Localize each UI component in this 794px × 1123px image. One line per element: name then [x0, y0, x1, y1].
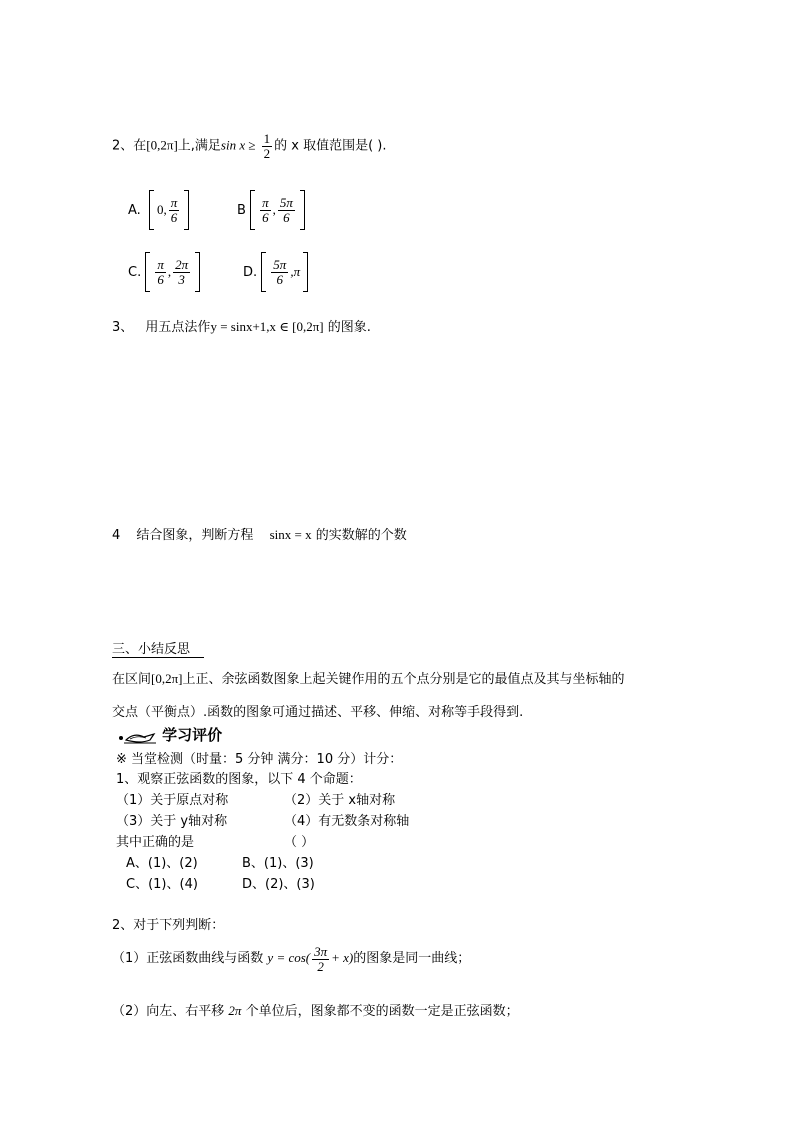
- question-2: [112, 132, 387, 160]
- prop-4: （4）有无数条对称轴: [284, 814, 410, 829]
- q2-text-a: 在: [133, 138, 147, 154]
- prop-1: （1）关于原点对称: [116, 793, 229, 808]
- option-a-interval: 0, $\frac{\pi}{6}$: [149, 190, 189, 230]
- j1-formula: y = cos( $\frac{3\pi}{2}$ + x): [267, 944, 354, 974]
- q3-text-b: 的图象.: [327, 320, 371, 335]
- q2-text-b: 上,满足: [177, 138, 221, 154]
- evaluation-title: 学习评价: [162, 726, 223, 744]
- answer-blank[interactable]: （ ）: [284, 835, 315, 850]
- evaluation-title-row: [116, 724, 222, 746]
- option-a[interactable]: [128, 190, 189, 230]
- q2-text-c: 的 x 取值范围是( ).: [274, 138, 387, 154]
- question-3: [112, 316, 371, 335]
- option-c-label: C.: [128, 264, 142, 280]
- option-c[interactable]: [128, 252, 200, 292]
- section-heading: 三、小结反思: [112, 638, 204, 658]
- choice-b[interactable]: B、(1)、(3): [242, 856, 314, 871]
- choice-a[interactable]: A、(1)、(2): [126, 856, 198, 871]
- q4-number: 4: [112, 528, 121, 543]
- summary-interval: [0,2π]: [151, 671, 183, 686]
- q3-text-a: 用五点法作: [145, 320, 211, 335]
- option-d-label: D.: [243, 264, 258, 280]
- option-b-interval: $\frac{\pi}{6}$ , $\frac{5\pi}{6}$: [250, 190, 305, 230]
- option-a-label: A.: [128, 202, 141, 218]
- correct-label: 其中正确的是: [116, 835, 195, 850]
- eval-q2: 2、对于下列判断：: [112, 918, 225, 933]
- option-d-interval: $\frac{5\pi}{6}$ ,π: [261, 252, 308, 292]
- q4-text-b: 的实数解的个数: [315, 528, 407, 543]
- option-b[interactable]: [237, 190, 305, 230]
- q3-formula: y = sinx+1,x ∈ [0,2π]: [210, 319, 324, 334]
- prop-2: （2）关于 x轴对称: [284, 793, 396, 808]
- choice-d[interactable]: D、(2)、(3): [242, 877, 315, 892]
- q2-number: 2、: [112, 138, 134, 154]
- q3-number: 3、: [112, 320, 134, 335]
- eval-q1: 1、观察正弦函数的图象，以下 4 个命题：: [116, 772, 362, 787]
- question-4: [112, 524, 407, 543]
- option-b-label: B: [237, 202, 246, 218]
- choice-c[interactable]: C、(1)、(4): [126, 877, 198, 892]
- summary-paragraph-1: 在区间[0,2π]上正、余弦函数图象上起关键作用的五个点分别是它的最值点及其与坐标轴的: [112, 671, 625, 687]
- option-c-interval: $\frac{\pi}{6}$ , $\frac{2\pi}{3}$: [145, 252, 200, 292]
- q2-half-fraction: $\frac{1}{2}$: [263, 131, 271, 161]
- option-d[interactable]: [243, 252, 308, 292]
- j2-formula: 2π: [228, 1003, 242, 1018]
- summary-paragraph-2: 交点（平衡点）.函数的图象可通过描述、平移、伸缩、对称等手段得到.: [112, 705, 524, 720]
- q2-lhs: sin x ≥: [220, 137, 256, 153]
- judgement-2: （2）向左、右平移 2π 个单位后，图象都不变的函数一定是正弦函数；: [112, 1003, 519, 1019]
- pen-logo-icon: [116, 728, 158, 746]
- q4-text-a: 结合图象，判断方程: [136, 528, 254, 543]
- check-line: ※ 当堂检测（时量：5 分钟 满分：10 分）计分：: [116, 752, 403, 767]
- prop-3: （3）关于 y轴对称: [116, 814, 228, 829]
- judgement-1: （1）正弦函数曲线与函数 y = cos( $\frac{3\pi}{2}$ + x)的图象是同一曲线；: [112, 944, 471, 974]
- q2-interval: [0,2π]: [146, 137, 178, 153]
- q4-formula: sinx = x: [269, 527, 312, 542]
